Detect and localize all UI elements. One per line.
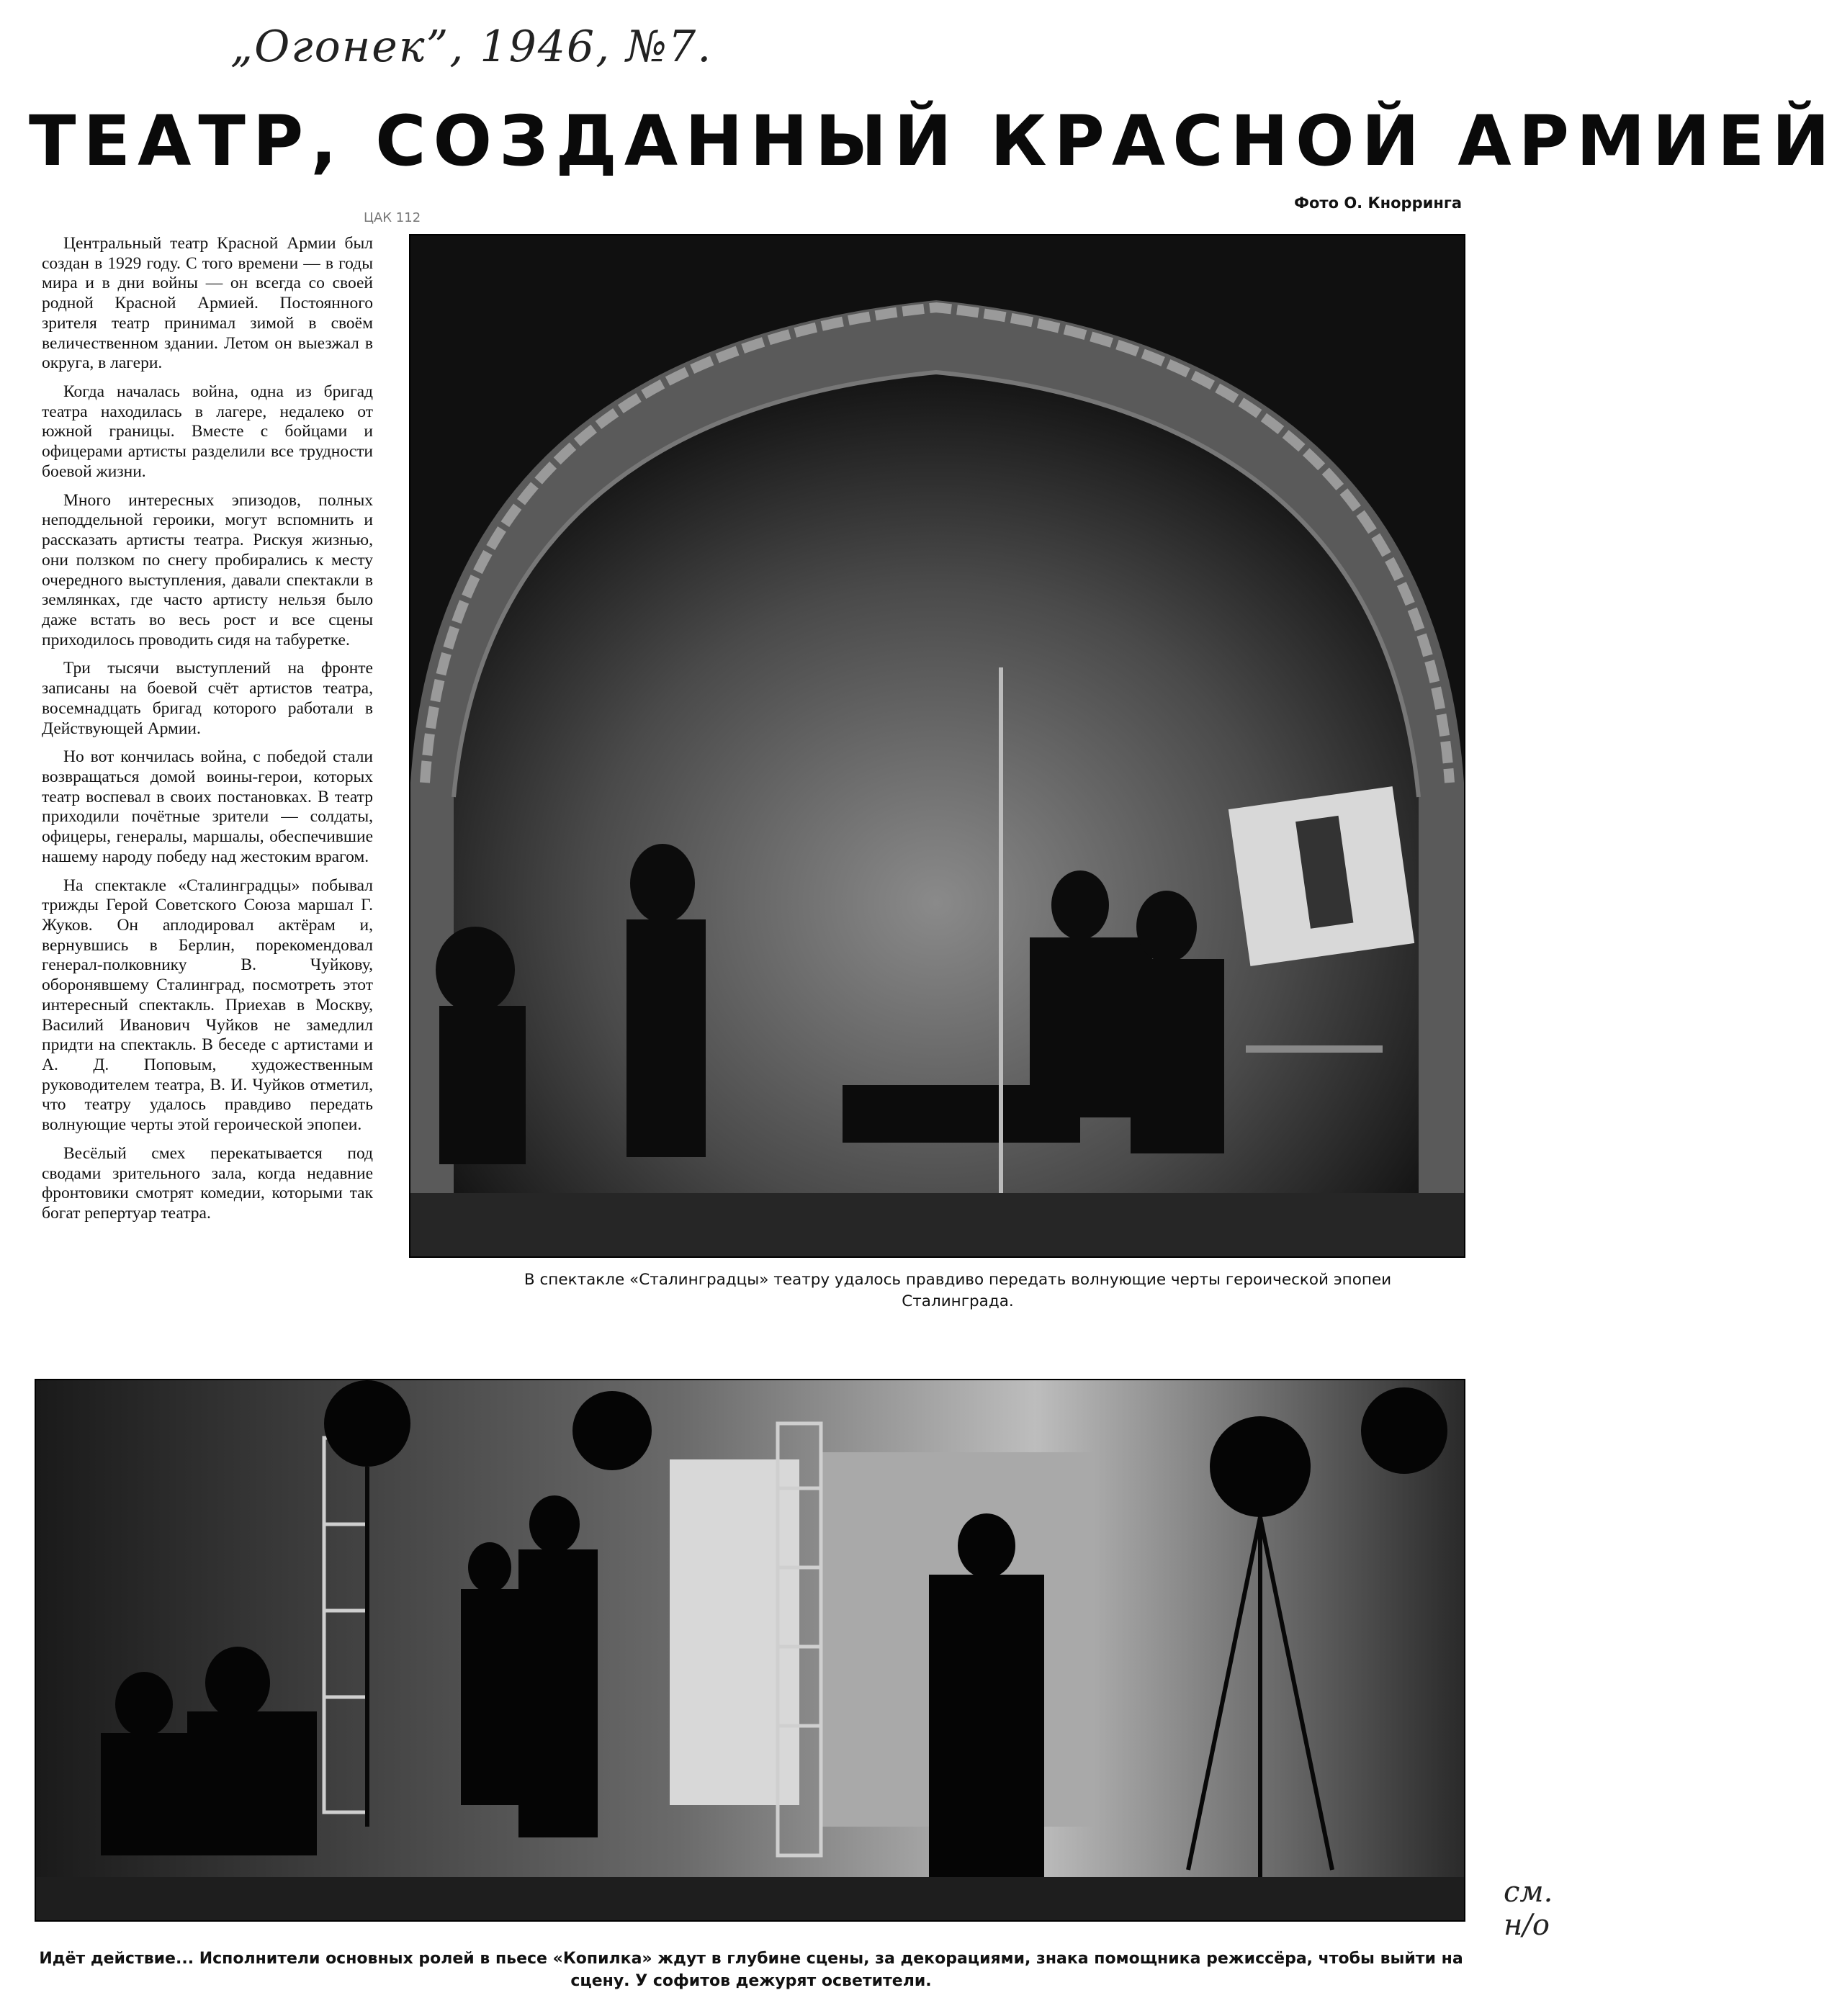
pencil-scribble: ЦАК 112 [364,210,421,225]
backstage-photo-illustration [36,1380,1464,1920]
article-title: ТЕАТР, СОЗДАННЫЙ КРАСНОЙ АРМИЕЙ [29,101,1837,181]
article-paragraph: Но вот кончилась война, с победой стали возвращаться домой воины-герои, которых театр воспевал в своих постановках. В театр приходили почётные зрители — солдаты, офицеры, генералы, маршалы, обеспечившие нашему народу победу над жестоким врагом. [42,747,373,866]
stage-photo-illustration [410,235,1464,1256]
photo-caption-1: В спектакле «Сталинградцы» театру удалось правдиво передать волнующие черты героической эпопеи Сталинграда. [524,1271,1392,1311]
handwritten-source-note: „Огонек”, 1946, №7. [230,22,713,72]
article-paragraph: Весёлый смех перекатывается под сводами зрительного зала, когда недавние фронтовики смотрят комедии, которыми так богат репертуар театра. [42,1143,373,1223]
photo-caption-2: Идёт действие... Исполнители основных ролей в пьесе «Копилка» ждут в глубине сцены, за декорациями, знака помощника режиссёра, чтобы выйти на сцену. У софитов дежурят осветители. [39,1950,1463,1990]
article-paragraph: На спектакле «Сталинградцы» побывал трижды Герой Советского Союза маршал Г. Жуков. Он аплодировал актёрам и, вернувшись в Берлин, порекомендовал генерал-полковнику В. Чуйкову, оборонявшему Сталинград, посмотреть этот интересный спектакль. Приехав в Москву, Василий Иванович Чуйков не замедлил придти на спектакль. В беседе с артистами и А. Д. Поповым, художественным руководителем театра, В. И. Чуйков отметил, что театру удалось правдиво передать волнующие черты этой героической эпопеи. [42,876,373,1135]
photo-credit: Фото О. Кнорринга [1294,194,1462,212]
article-paragraph: Много интересных эпизодов, полных неподдельной героики, могут вспомнить и рассказать артисты театра. Рискуя жизнью, они ползком по снегу пробирались к месту очередного выступления, давали спектакли в землянках, где часто артисту нельзя было даже встать во весь рост и все сцены приходилось проводить сидя на табуретке. [42,490,373,649]
handwritten-margin-note: см. н/о [1504,1876,1553,1942]
backstage-photo-kopilka [35,1379,1465,1922]
stage-photo-stalingradtsy [409,234,1465,1258]
article-paragraph: Три тысячи выступлений на фронте записаны на боевой счёт артистов театра, восемнадцать бригад которого работали в Действующей Армии. [42,659,373,738]
article-paragraph: Когда началась война, одна из бригад театра находилась в лагере, недалеко от южной границы. Вместе с бойцами и офицерами артисты разделили все трудности боевой жизни. [42,382,373,481]
article-body [42,234,373,1233]
article-paragraph: Центральный театр Красной Армии был создан в 1929 году. С того времени — в годы мира и в дни войны — он всегда со своей родной Красной Армией. Постоянного зрителя театр принимал зимой в своём величественном здании. Летом он выезжал в округа, в лагери. [42,234,373,373]
